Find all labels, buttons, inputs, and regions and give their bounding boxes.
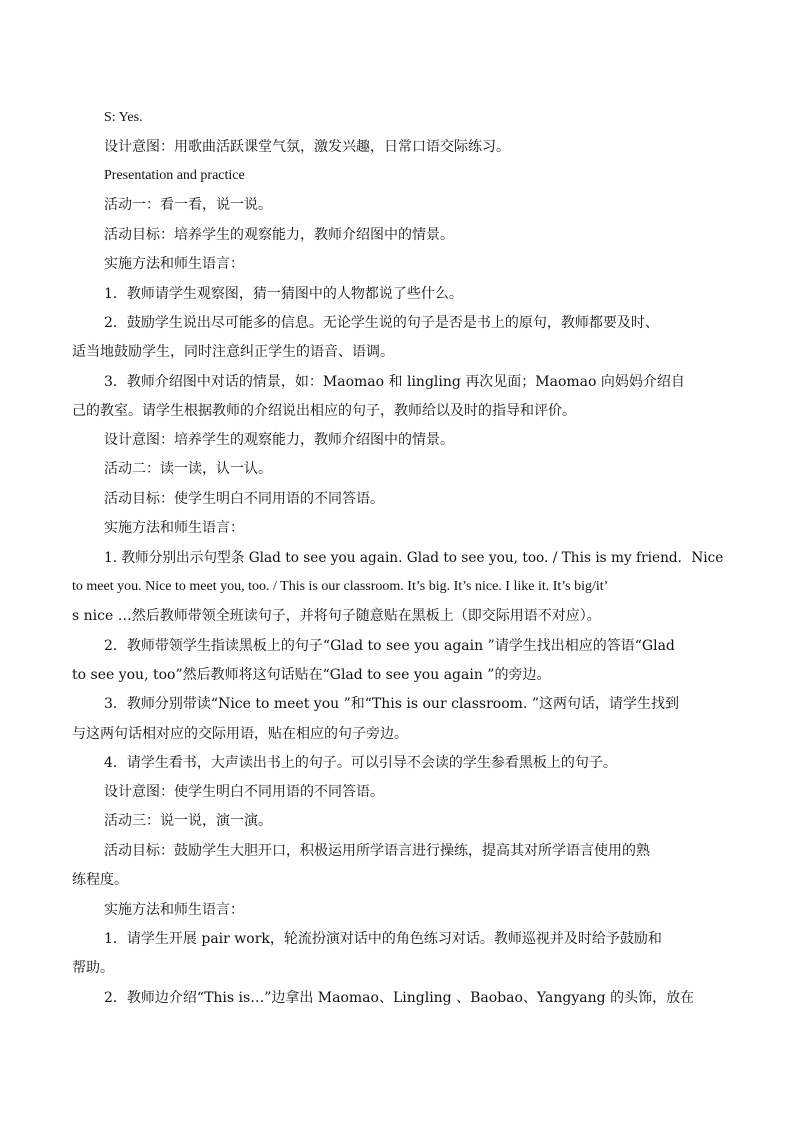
text-line: 适当地鼓励学生，同时注意纠正学生的语音、语调。 — [72, 344, 394, 360]
text-line: 活动目标：鼓励学生大胆开口，积极运用所学语言进行操练，提高其对所学语言使用的熟 — [104, 843, 650, 859]
text-line: S: Yes. — [104, 110, 143, 125]
text-line: 设计意图：培养学生的观察能力，教师介绍图中的情景。 — [104, 432, 454, 448]
text-line: 活动目标：培养学生的观察能力，教师介绍图中的情景。 — [104, 227, 454, 243]
text-line: 活动二：读一读，认一认。 — [104, 461, 272, 477]
text-line: 实施方法和师生语言： — [104, 902, 244, 918]
text-line: 实施方法和师生语言： — [104, 520, 244, 536]
text-line: 1．教师请学生观察图，猜一猜图中的人物都说了些什么。 — [104, 286, 463, 302]
text-line: 1. 教师分别出示句型条 Glad to see you again. Glad to see you, too. / This is my friend．Nice — [104, 550, 724, 566]
text-line: 练程度。 — [72, 872, 128, 888]
text-line: 3．教师介绍图中对话的情景，如：Maomao 和 lingling 再次见面；Maomao 向妈妈介绍自 — [104, 374, 685, 390]
text-line: 己的教室。请学生根据教师的介绍说出相应的句子，教师给以及时的指导和评价。 — [72, 403, 576, 419]
text-line: 4．请学生看书，大声读出书上的句子。可以引导不会读的学生参看黑板上的句子。 — [104, 755, 617, 771]
text-line: 实施方法和师生语言： — [104, 256, 244, 272]
text-line: to see you, too”然后教师将这句话贴在“Glad to see you again ”的旁边。 — [72, 667, 551, 683]
text-line: 2．教师带领学生指读黑板上的句子“Glad to see you again ”请学生找出相应的答语“Glad — [104, 638, 675, 654]
text-line: 活动一：看一看，说一说。 — [104, 197, 272, 213]
text-line: 帮助。 — [72, 960, 114, 976]
text-line: to meet you. Nice to meet you, too. / This is our classroom. It’s big. It’s nice. I like it. It’s big/it’ — [72, 579, 609, 594]
text-line: 2．鼓励学生说出尽可能多的信息。无论学生说的句子是否是书上的原句，教师都要及时、 — [104, 315, 659, 331]
text-line: 活动三：说一说，演一演。 — [104, 813, 272, 829]
text-line: s nice …然后教师带领全班读句子，并将句子随意贴在黑板上（即交际用语不对应）。 — [72, 608, 601, 624]
text-line: 设计意图：使学生明白不同用语的不同答语。 — [104, 784, 384, 800]
text-line: 活动目标：使学生明白不同用语的不同答语。 — [104, 491, 384, 507]
text-line: Presentation and practice — [104, 168, 245, 183]
text-line: 与这两句话相对应的交际用语，贴在相应的句子旁边。 — [72, 726, 408, 742]
text-line: 1．请学生开展 pair work，轮流扮演对话中的角色练习对话。教师巡视并及时给予鼓励和 — [104, 931, 662, 947]
text-line: 3．教师分别带读“Nice to meet you ”和“This is our classroom. ”这两句话，请学生找到 — [104, 696, 679, 712]
text-line: 2．教师边介绍“This is…”边拿出 Maomao、Lingling 、Baobao、Yangyang 的头饰，放在 — [104, 990, 695, 1006]
text-line: 设计意图：用歌曲活跃课堂气氛，激发兴趣，日常口语交际练习。 — [104, 139, 510, 155]
